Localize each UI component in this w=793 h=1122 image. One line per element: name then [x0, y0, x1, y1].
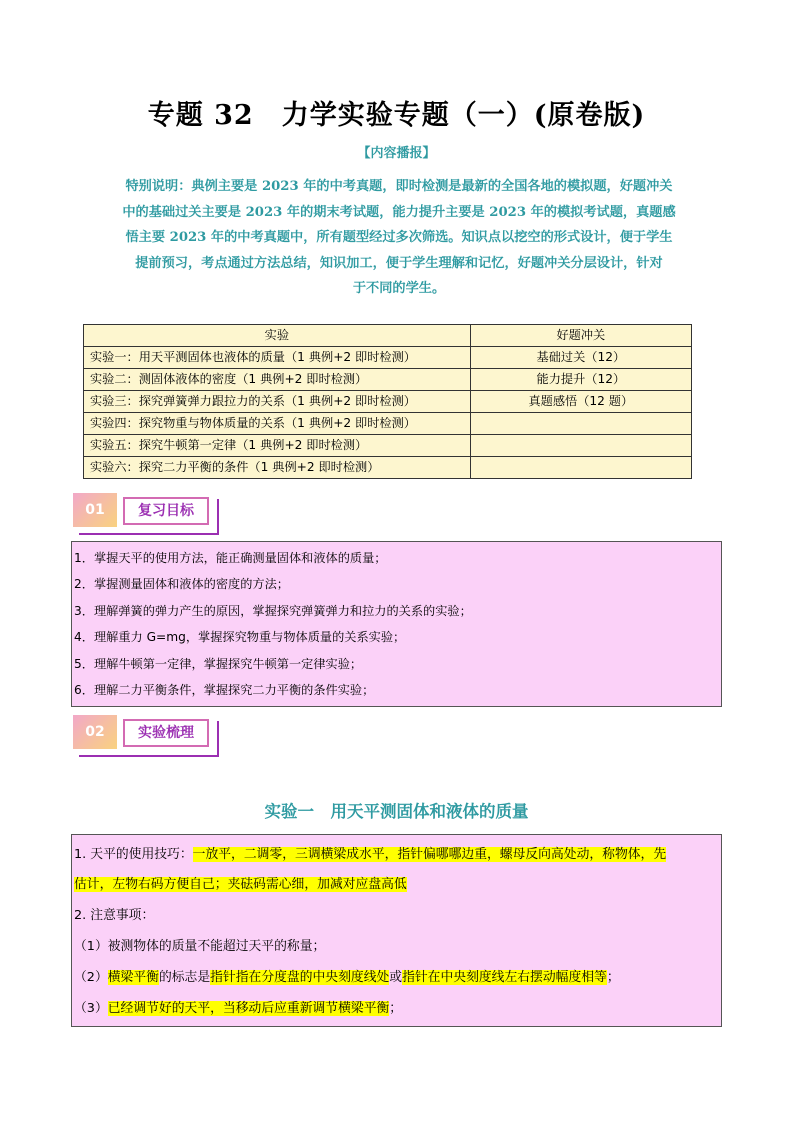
- goal-item: 1．掌握天平的使用方法，能正确测量固体和液体的质量；: [74, 551, 387, 565]
- table-row: [84, 413, 692, 435]
- table-cell-practice: [470, 457, 691, 479]
- table-cell-experiment: 实验四：探究物重与物体质量的关系（1 典例+2 即时检测）: [84, 413, 471, 435]
- intro-note: [74, 174, 724, 302]
- contents-table: [83, 324, 692, 479]
- notes-line: [74, 870, 719, 900]
- notes-text: （2）: [74, 970, 108, 985]
- highlighted-text: 一放平，二调零，三调横梁成水平，指针偏哪哪边重，螺母反向高处动，称物体，先: [192, 847, 667, 862]
- notes-line: （1）被测物体的质量不能超过天平的称量；: [74, 939, 326, 954]
- notes-line: [74, 962, 719, 993]
- section-number: 01: [73, 493, 117, 527]
- table-cell-practice: 基础过关（12）: [470, 347, 691, 369]
- intro-line: 提前预习，考点通过方法总结，知识加工，便于学生理解和记忆，好题冲关分层设计，针对: [135, 255, 663, 271]
- notes-line: 2. 注意事项：: [74, 908, 155, 923]
- notes-text: 1. 天平的使用技巧：: [74, 847, 193, 862]
- section-label: 实验梳理: [123, 719, 209, 747]
- intro-line: 中的基础过关主要是 2023 年的期末考试题，能力提升主要是 2023 年的模拟考试题，真题感: [122, 204, 676, 220]
- table-cell-practice: 真题感悟（12 题）: [470, 391, 691, 413]
- intro-line: 于不同的学生。: [352, 281, 446, 297]
- table-header-row: [84, 325, 692, 347]
- table-cell-experiment: 实验五：探究牛顿第一定律（1 典例+2 即时检测）: [84, 435, 471, 457]
- table-cell-experiment: 实验六：探究二力平衡的条件（1 典例+2 即时检测）: [84, 457, 471, 479]
- notes-text: ；: [606, 970, 620, 985]
- table-row: [84, 391, 692, 413]
- table-row: [84, 347, 692, 369]
- section-label: 复习目标: [123, 497, 209, 525]
- table-row: [84, 435, 692, 457]
- highlighted-text: 横梁平衡: [107, 970, 159, 985]
- section-number: 02: [73, 715, 117, 749]
- table-header-experiments: 实验: [84, 325, 471, 347]
- goal-item: 5．理解牛顿第一定律，掌握探究牛顿第一定律实验；: [74, 656, 363, 671]
- intro-line: 特别说明：典例主要是 2023 年的中考真题，即时检测是最新的全国各地的模拟题，好题冲关: [125, 179, 673, 194]
- section-badge-experiment-overview: [73, 715, 218, 757]
- goal-item: 4．理解重力 G=mg，掌握探究物重与物体质量的关系实验；: [74, 630, 406, 645]
- notes-line: [74, 993, 719, 1024]
- notes-text: （3）: [74, 1001, 108, 1016]
- notes-text: 或: [389, 970, 403, 985]
- page-title: 专题 32 力学实验专题（一）(原卷版): [147, 100, 646, 131]
- table-cell-experiment: 实验二：测固体液体的密度（1 典例+2 即时检测）: [84, 369, 471, 391]
- highlighted-text: 估计，左物右码方便自己；夹砝码需心细，加减对应盘高低: [74, 877, 407, 892]
- experiment-notes-box: [71, 834, 722, 1027]
- table-row: [84, 369, 692, 391]
- table-cell-experiment: 实验一：用天平测固体也液体的质量（1 典例+2 即时检测）: [84, 347, 471, 369]
- goal-item: 3．理解弹簧的弹力产生的原因，掌握探究弹簧弹力和拉力的关系的实验；: [74, 603, 472, 618]
- highlighted-text: 指针指在分度盘的中央刻度线处: [210, 970, 390, 985]
- table-cell-practice: [470, 413, 691, 435]
- table-cell-practice: [470, 435, 691, 457]
- goal-item: 6．理解二力平衡条件，掌握探究二力平衡的条件实验；: [74, 683, 375, 698]
- table-row: [84, 457, 692, 479]
- review-goals-box: [71, 541, 722, 707]
- table-header-practice: 好题冲关: [470, 325, 691, 347]
- content-broadcast-heading: 【内容播报】: [357, 146, 436, 161]
- table-cell-experiment: 实验三：探究弹簧弹力跟拉力的关系（1 典例+2 即时检测）: [84, 391, 471, 413]
- highlighted-text: 指针在中央刻度线左右摆动幅度相等: [402, 970, 607, 985]
- notes-text: 的标志是: [158, 970, 211, 985]
- section-badge-review-goals: [73, 493, 218, 535]
- table-cell-practice: 能力提升（12）: [470, 369, 691, 391]
- intro-line: 悟主要 2023 年的中考真题中，所有题型经过多次筛选。知识点以挖空的形式设计，便于学生: [125, 230, 673, 246]
- goal-item: 2．掌握测量固体和液体的密度的方法；: [74, 577, 289, 592]
- notes-line: [74, 840, 719, 870]
- notes-text: ；: [389, 1001, 403, 1016]
- highlighted-text: 已经调节好的天平，当移动后应重新调节横梁平衡: [107, 1001, 390, 1016]
- experiment-heading: 实验一 用天平测固体和液体的质量: [264, 802, 529, 821]
